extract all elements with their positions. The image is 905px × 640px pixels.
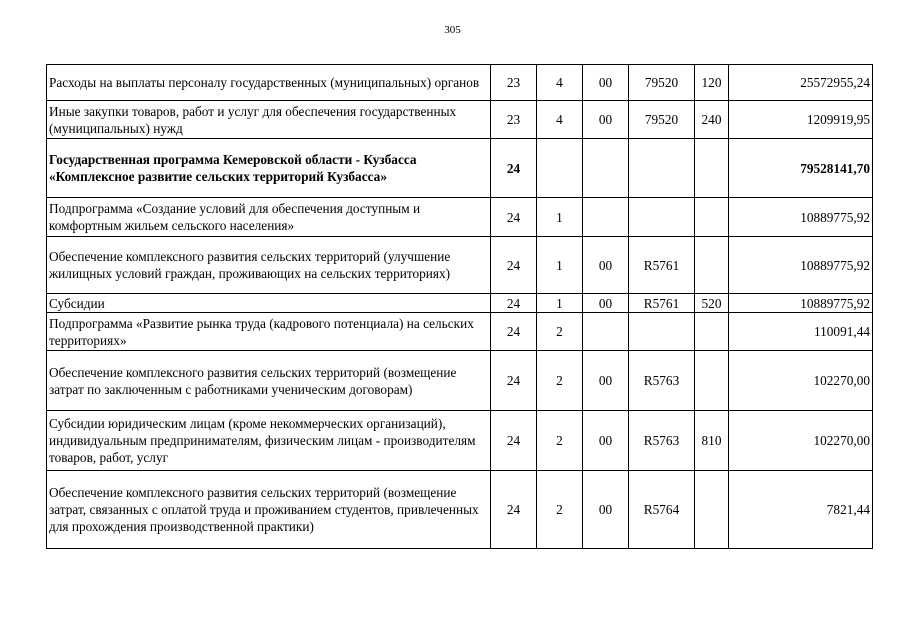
program-code: 24	[491, 237, 537, 294]
amount: 102270,00	[729, 411, 873, 471]
main-activity-code: 00	[583, 471, 629, 549]
table-row	[47, 313, 873, 351]
subprogram-code: 1	[537, 294, 583, 313]
direction-code	[629, 198, 695, 237]
amount: 7821,44	[729, 471, 873, 549]
program-code: 24	[491, 139, 537, 198]
amount: 79528141,70	[729, 139, 873, 198]
table-row	[47, 237, 873, 294]
direction-code	[629, 139, 695, 198]
expense-type-code: 520	[695, 294, 729, 313]
main-activity-code: 00	[583, 411, 629, 471]
row-name: Субсидии юридическим лицам (кроме некоммерческих организаций), индивидуальным предпринимателям, физическим лицам - производителям товаров, работ, услуг	[47, 411, 491, 471]
row-name: Обеспечение комплексного развития сельских территорий (возмещение затрат по заключенным с работниками ученическим договорам)	[47, 351, 491, 411]
row-name: Подпрограмма «Развитие рынка труда (кадрового потенциала) на сельских территориях»	[47, 313, 491, 351]
direction-code	[629, 313, 695, 351]
table-row	[47, 65, 873, 101]
amount: 10889775,92	[729, 294, 873, 313]
amount: 110091,44	[729, 313, 873, 351]
program-code: 24	[491, 313, 537, 351]
main-activity-code: 00	[583, 101, 629, 139]
row-name: Государственная программа Кемеровской области - Кузбасса «Комплексное развитие сельских территорий Кузбасса»	[47, 139, 491, 198]
row-name: Субсидии	[47, 294, 491, 313]
program-code: 24	[491, 351, 537, 411]
direction-code: R5764	[629, 471, 695, 549]
expense-type-code	[695, 351, 729, 411]
direction-code: R5761	[629, 294, 695, 313]
subprogram-code: 2	[537, 471, 583, 549]
amount: 102270,00	[729, 351, 873, 411]
main-activity-code	[583, 313, 629, 351]
table-row	[47, 101, 873, 139]
direction-code: R5763	[629, 411, 695, 471]
table-row	[47, 411, 873, 471]
row-name: Обеспечение комплексного развития сельских территорий (возмещение затрат, связанных с оплатой труда и проживанием студентов, привлеченных для прохождения производственной практики)	[47, 471, 491, 549]
direction-code: R5763	[629, 351, 695, 411]
subprogram-code: 4	[537, 65, 583, 101]
program-code: 24	[491, 471, 537, 549]
main-activity-code: 00	[583, 294, 629, 313]
expense-type-code	[695, 313, 729, 351]
expense-type-code	[695, 471, 729, 549]
amount: 10889775,92	[729, 237, 873, 294]
page-number: 305	[444, 24, 461, 36]
subprogram-code: 2	[537, 411, 583, 471]
main-activity-code: 00	[583, 65, 629, 101]
program-code: 24	[491, 411, 537, 471]
row-name: Обеспечение комплексного развития сельских территорий (улучшение жилищных условий граждан, проживающих на сельских территориях)	[47, 237, 491, 294]
table-row	[47, 294, 873, 313]
program-code: 23	[491, 101, 537, 139]
direction-code: 79520	[629, 65, 695, 101]
expense-type-code	[695, 198, 729, 237]
main-activity-code: 00	[583, 351, 629, 411]
row-name: Иные закупки товаров, работ и услуг для обеспечения государственных (муниципальных) нужд	[47, 101, 491, 139]
expense-type-code	[695, 237, 729, 294]
row-name: Подпрограмма «Создание условий для обеспечения доступным и комфортным жильем сельского населения»	[47, 198, 491, 237]
amount: 1209919,95	[729, 101, 873, 139]
budget-table	[46, 64, 873, 549]
subprogram-code: 1	[537, 237, 583, 294]
subprogram-code: 1	[537, 198, 583, 237]
program-code: 24	[491, 198, 537, 237]
direction-code: 79520	[629, 101, 695, 139]
subprogram-code: 2	[537, 313, 583, 351]
expense-type-code: 120	[695, 65, 729, 101]
expense-type-code	[695, 139, 729, 198]
expense-type-code: 810	[695, 411, 729, 471]
main-activity-code: 00	[583, 237, 629, 294]
table-row	[47, 139, 873, 198]
subprogram-code: 4	[537, 101, 583, 139]
main-activity-code	[583, 198, 629, 237]
table-row	[47, 198, 873, 237]
program-code: 23	[491, 65, 537, 101]
subprogram-code: 2	[537, 351, 583, 411]
amount: 25572955,24	[729, 65, 873, 101]
program-code: 24	[491, 294, 537, 313]
expense-type-code: 240	[695, 101, 729, 139]
main-activity-code	[583, 139, 629, 198]
table-row	[47, 471, 873, 549]
subprogram-code	[537, 139, 583, 198]
row-name: Расходы на выплаты персоналу государственных (муниципальных) органов	[47, 65, 491, 101]
table-row	[47, 351, 873, 411]
amount: 10889775,92	[729, 198, 873, 237]
direction-code: R5761	[629, 237, 695, 294]
